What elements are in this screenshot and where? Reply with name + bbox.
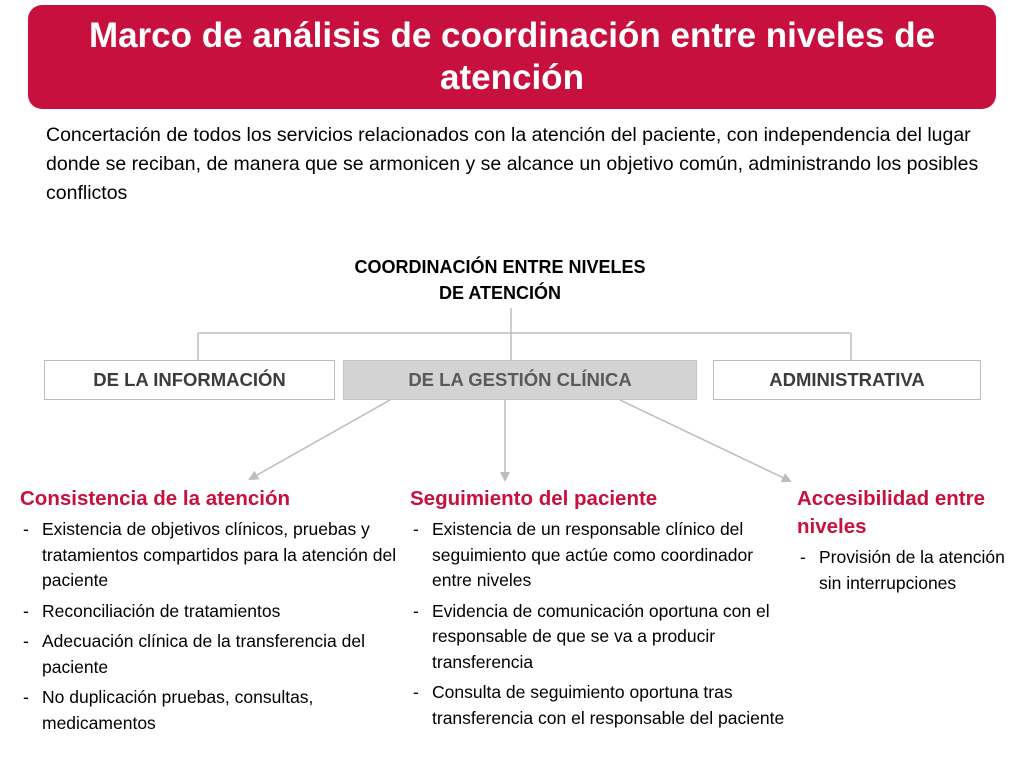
dimension-accessibility-list (797, 545, 1007, 596)
list-item-text: Evidencia de comunicación oportuna con el responsable de que se va a producir transferencia (432, 600, 770, 672)
bullet-dash: - (413, 519, 419, 539)
dimension-consistency-list (20, 517, 405, 736)
dimension-followup (410, 485, 790, 736)
root-node-line2: DE ATENCIÓN (438, 283, 561, 303)
bullet-dash: - (23, 687, 29, 707)
list-item (410, 599, 790, 676)
root-node-line1: COORDINACIÓN ENTRE NIVELES (354, 257, 646, 277)
list-item (410, 680, 790, 731)
page-title-text: Marco de análisis de coordinación entre niveles de atención (88, 16, 936, 97)
list-item-text: No duplicación pruebas, consultas, medicamentos (42, 687, 314, 733)
list-item (20, 629, 405, 680)
definition-text: Concertación de todos los servicios relacionados con la atención del paciente, con independencia del lugar donde se reciban, de manera que se armonicen y se alcance un objetivo común, administrando los posibles conflictos (46, 124, 979, 204)
list-item-text: Existencia de un responsable clínico del seguimiento que actúe como coordinador entre niveles (432, 519, 754, 590)
dimension-followup-title: Seguimiento del paciente (410, 487, 658, 510)
list-item (20, 685, 405, 736)
list-item-text: Provisión de la atención sin interrupciones (819, 547, 1005, 593)
bullet-dash: - (23, 631, 29, 651)
arrow-to-consistency (250, 400, 390, 479)
type-box-information-label: DE LA INFORMACIÓN (93, 369, 286, 390)
type-box-information (44, 360, 335, 400)
type-box-clinical-management (343, 360, 697, 400)
type-box-administrative-label: ADMINISTRATIVA (769, 369, 925, 390)
type-box-clinical-management-label: DE LA GESTIÓN CLÍNICA (408, 369, 632, 390)
bullet-dash: - (413, 600, 419, 621)
list-item (410, 517, 790, 594)
bullet-dash: - (413, 682, 419, 702)
list-item (20, 599, 405, 625)
bullet-dash: - (23, 600, 29, 621)
dimension-accessibility-title: Accesibilidad entre niveles (797, 487, 985, 538)
bullet-dash: - (800, 547, 806, 567)
dimension-consistency-title: Consistencia de la atención (20, 487, 290, 510)
list-item-text: Reconciliación de tratamientos (42, 600, 281, 621)
dimension-consistency (20, 485, 405, 741)
list-item (20, 517, 405, 594)
list-item-text: Adecuación clínica de la transferencia del paciente (42, 631, 365, 677)
list-item-text: Existencia de objetivos clínicos, pruebas y tratamientos compartidos para la atención del paciente (42, 519, 397, 590)
type-box-administrative (713, 360, 981, 400)
dimension-followup-list (410, 517, 790, 731)
list-item (797, 545, 1007, 596)
bullet-dash: - (23, 519, 29, 539)
dimension-accessibility (797, 485, 1007, 601)
arrow-to-accessibility (620, 400, 790, 481)
list-item-text: Consulta de seguimiento oportuna tras transferencia con el responsable del paciente (432, 682, 785, 728)
